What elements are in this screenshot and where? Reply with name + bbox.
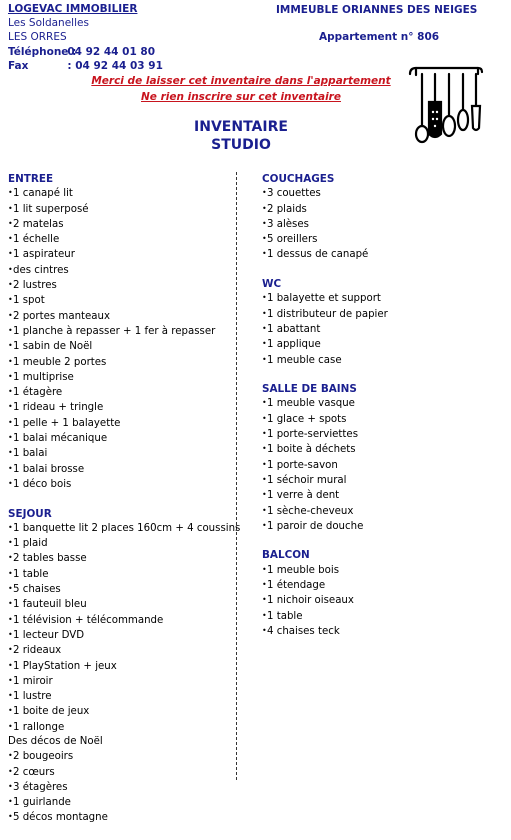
inventory-item (262, 578, 502, 593)
bullet-icon: • (262, 474, 267, 484)
inventory-item-text: 2 lustres (13, 280, 57, 292)
inventory-item-text: 1 meuble 2 portes (13, 356, 107, 368)
inventory-item (8, 462, 233, 477)
inventory-item-text: 2 bougeoirs (13, 751, 74, 763)
bullet-icon: • (8, 553, 13, 563)
inventory-item (8, 293, 233, 308)
bullet-icon: • (8, 781, 13, 791)
bullet-icon: • (8, 341, 13, 351)
bullet-icon: • (262, 580, 267, 590)
inventory-item-text: 1 paroir de douche (267, 520, 364, 532)
inventory-item-text: 2 tables basse (13, 553, 87, 565)
fax-label: Fax (8, 59, 29, 72)
inventory-item-text: 1 sèche-cheveux (267, 505, 354, 517)
bullet-icon: • (8, 629, 13, 639)
bullet-icon: • (8, 645, 13, 655)
inventory-item-text: 1 balai brosse (13, 463, 85, 475)
inventory-item-text: 1 fauteuil bleu (13, 599, 87, 611)
inventory-item (8, 202, 233, 217)
inventory-item-text: 1 applique (267, 339, 321, 351)
inventory-item (8, 551, 233, 566)
bullet-icon: • (8, 812, 13, 822)
inventory-item-text: 5 chaises (13, 584, 61, 596)
inventory-item (262, 593, 502, 608)
inventory-item (262, 291, 502, 306)
inventory-item (262, 202, 502, 217)
inventory-item-text: 2 rideaux (13, 645, 62, 657)
inventory-item-text: 3 couettes (267, 188, 321, 200)
bullet-icon: • (8, 691, 13, 701)
inventory-item-text: 1 miroir (13, 675, 53, 687)
inventory-item-text: 1 nichoir oiseaux (267, 595, 354, 607)
inventory-item-text: 1 aspirateur (13, 249, 75, 261)
inventory-item (262, 396, 502, 411)
fax-value: : 04 92 44 03 91 (67, 59, 163, 72)
inventory-item (8, 674, 233, 689)
bullet-icon: • (262, 398, 267, 408)
notice-keep-inventory: Merci de laisser cet inventaire dans l'appartement (91, 75, 391, 87)
inventory-item-text: 3 étagères (13, 781, 68, 793)
inventory-item-text: 1 balai (13, 448, 48, 460)
inventory-item-text: 2 matelas (13, 218, 64, 230)
left-column (8, 172, 241, 840)
bullet-icon: • (8, 218, 13, 228)
section-salle-de-bains (262, 382, 502, 534)
inventory-item (262, 412, 502, 427)
inventory-item-text: 1 plaid (13, 538, 48, 550)
inventory-item (262, 473, 502, 488)
inventory-item-text: 1 lecteur DVD (13, 629, 85, 641)
bullet-icon: • (8, 721, 13, 731)
inventory-item (262, 624, 502, 639)
inventory-item-text: 1 déco bois (13, 478, 72, 490)
agency-header (8, 2, 163, 73)
section-title: SEJOUR (8, 507, 52, 520)
inventory-item (262, 504, 502, 519)
inventory-item-text: 1 porte-serviettes (267, 429, 359, 441)
inventory-item-text: 1 boite à déchets (267, 444, 356, 456)
inventory-item (8, 232, 233, 247)
bullet-icon: • (8, 478, 13, 488)
inventory-item-text: 1 PlayStation + jeux (13, 660, 117, 672)
inventory-item (8, 567, 233, 582)
inventory-item-text: 1 distributeur de papier (267, 308, 388, 320)
inventory-item (262, 247, 502, 262)
section-couchages (262, 172, 502, 263)
bullet-icon: • (8, 433, 13, 443)
inventory-item-text: 1 lit superposé (13, 203, 89, 215)
inventory-item-text: des cintres (13, 264, 69, 276)
bullet-icon: • (8, 584, 13, 594)
inventory-item (262, 217, 502, 232)
inventory-item-text: 1 télévision + télécommande (13, 614, 164, 626)
inventory-item (8, 735, 233, 749)
bullet-icon: • (262, 249, 267, 259)
inventory-item (262, 458, 502, 473)
inventory-item (8, 324, 233, 339)
inventory-title: INVENTAIRE (194, 119, 288, 135)
inventory-item (8, 597, 233, 612)
inventory-item (8, 186, 233, 201)
bullet-icon: • (262, 323, 267, 333)
bullet-icon: • (8, 568, 13, 578)
bullet-icon: • (8, 188, 13, 198)
bullet-icon: • (262, 595, 267, 605)
inventory-item (8, 339, 233, 354)
inventory-item-text: 2 portes manteaux (13, 310, 111, 322)
inventory-item-text: 1 rallonge (13, 721, 65, 733)
bullet-icon: • (262, 234, 267, 244)
inventory-item-text: 5 oreillers (267, 234, 318, 246)
inventory-item-text: 1 porte-savon (267, 459, 338, 471)
inventory-item (8, 370, 233, 385)
inventory-subtitle: STUDIO (211, 137, 271, 153)
section-wc (262, 277, 502, 368)
inventory-item (8, 704, 233, 719)
phone-row (8, 45, 163, 59)
inventory-item (8, 446, 233, 461)
notice-do-not-write: Ne rien inscrire sur cet inventaire (141, 91, 341, 103)
bullet-icon: • (262, 625, 267, 635)
phone-label: Téléphone : (8, 45, 77, 58)
bullet-icon: • (262, 459, 267, 469)
inventory-item (262, 232, 502, 247)
bullet-icon: • (8, 310, 13, 320)
phone-value: 04 92 44 01 80 (67, 45, 156, 58)
inventory-item (262, 337, 502, 352)
inventory-item (8, 309, 233, 324)
inventory-item-text: 1 meuble case (267, 354, 342, 366)
inventory-item-text: 1 balai mécanique (13, 433, 108, 445)
bullet-icon: • (8, 766, 13, 776)
inventory-item (8, 400, 233, 415)
company-name: LOGEVAC IMMOBILIER (8, 3, 138, 15)
inventory-item (8, 810, 233, 825)
apartment-number: Appartement n° 806 (319, 31, 440, 43)
inventory-item-text: 1 séchoir mural (267, 474, 347, 486)
inventory-item (8, 780, 233, 795)
inventory-item-text: 1 pelle + 1 balayette (13, 417, 121, 429)
inventory-item-text: 1 multiprise (13, 371, 74, 383)
bullet-icon: • (8, 797, 13, 807)
inventory-item-text: 1 canapé lit (13, 188, 73, 200)
bullet-icon: • (262, 505, 267, 515)
inventory-item (8, 720, 233, 735)
inventory-item (262, 519, 502, 534)
section-title: ENTREE (8, 173, 54, 185)
bullet-icon: • (8, 295, 13, 305)
bullet-icon: • (262, 444, 267, 454)
inventory-item-text: 1 étendage (267, 580, 326, 592)
inventory-item-text: 1 rideau + tringle (13, 402, 104, 414)
bullet-icon: • (262, 203, 267, 213)
bullet-icon: • (8, 751, 13, 761)
section-balcon (262, 548, 502, 639)
bullet-icon: • (8, 660, 13, 670)
inventory-item-text: 1 banquette lit 2 places 160cm + 4 coussins (13, 522, 241, 534)
inventory-item (262, 488, 502, 503)
bullet-icon: • (8, 264, 13, 274)
bullet-icon: • (262, 564, 267, 574)
inventory-item-text: 1 sabin de Noël (13, 341, 93, 353)
inventory-item-text: 1 planche à repasser + 1 fer à repasser (13, 325, 216, 337)
section-entree (8, 172, 233, 492)
section-sejour (8, 507, 241, 826)
bullet-icon: • (8, 387, 13, 397)
inventory-item-text: 1 étagère (13, 387, 63, 399)
inventory-item-text: 1 spot (13, 295, 45, 307)
inventory-item (8, 263, 233, 278)
inventory-item (262, 322, 502, 337)
bullet-icon: • (8, 234, 13, 244)
inventory-item-text: 1 meuble bois (267, 564, 340, 576)
inventory-item (8, 765, 233, 780)
inventory-item (262, 186, 502, 201)
bullet-icon: • (262, 490, 267, 500)
inventory-item (8, 659, 233, 674)
inventory-item-text: 1 verre à dent (267, 490, 340, 502)
inventory-item (8, 217, 233, 232)
section-title: COUCHAGES (262, 173, 335, 185)
address-line-1: Les Soldanelles (8, 17, 89, 30)
inventory-item-text: 1 échelle (13, 234, 60, 246)
bullet-icon: • (8, 402, 13, 412)
bullet-icon: • (8, 203, 13, 213)
inventory-item-text: 1 meuble vasque (267, 398, 355, 410)
inventory-item (8, 613, 233, 628)
building-name: IMMEUBLE ORIANNES DES NEIGES (276, 4, 478, 16)
inventory-item (262, 442, 502, 457)
inventory-item (262, 563, 502, 578)
inventory-item (8, 643, 233, 658)
inventory-item (8, 582, 233, 597)
bullet-icon: • (8, 614, 13, 624)
bullet-icon: • (8, 280, 13, 290)
inventory-item-text: 2 plaids (267, 203, 307, 215)
section-title: BALCON (262, 549, 310, 562)
inventory-item-text: 1 glace + spots (267, 413, 347, 425)
bullet-icon: • (8, 538, 13, 548)
inventory-item (8, 355, 233, 370)
bullet-icon: • (262, 188, 267, 198)
inventory-item (262, 609, 502, 624)
inventory-item (8, 477, 233, 492)
bullet-icon: • (8, 417, 13, 427)
inventory-item-text: 1 dessus de canapé (267, 249, 369, 261)
inventory-item (8, 749, 233, 764)
inventory-item (8, 521, 241, 536)
inventory-item (8, 689, 233, 704)
bullet-icon: • (262, 610, 267, 620)
inventory-item (262, 427, 502, 442)
bullet-icon: • (8, 371, 13, 381)
section-title: WC (262, 278, 282, 291)
inventory-item-text: 1 boite de jeux (13, 706, 90, 718)
inventory-item (262, 353, 502, 368)
bullet-icon: • (8, 706, 13, 716)
section-title: SALLE DE BAINS (262, 383, 357, 396)
bullet-icon: • (262, 354, 267, 364)
bullet-icon: • (8, 448, 13, 458)
inventory-item-text: 1 balayette et support (267, 293, 381, 305)
inventory-item (262, 307, 502, 322)
inventory-item-text: 1 lustre (13, 691, 52, 703)
inventory-item-text: Des décos de Noël (8, 735, 103, 747)
bullet-icon: • (262, 218, 267, 228)
bullet-icon: • (262, 308, 267, 318)
bullet-icon: • (8, 522, 13, 532)
bullet-icon: • (8, 675, 13, 685)
inventory-item (8, 628, 233, 643)
bullet-icon: • (8, 463, 13, 473)
bullet-icon: • (262, 429, 267, 439)
inventory-item (8, 385, 233, 400)
inventory-item (8, 416, 233, 431)
fax-row (8, 59, 163, 73)
bullet-icon: • (262, 293, 267, 303)
bullet-icon: • (8, 249, 13, 259)
inventory-item-text: 3 alèses (267, 218, 309, 230)
inventory-item (8, 795, 233, 810)
bullet-icon: • (262, 413, 267, 423)
bullet-icon: • (8, 325, 13, 335)
bullet-icon: • (8, 356, 13, 366)
inventory-item-text: 4 chaises teck (267, 625, 340, 637)
right-column (262, 172, 502, 654)
column-divider (236, 172, 237, 780)
inventory-item-text: 1 abattant (267, 323, 321, 335)
inventory-item (8, 247, 233, 262)
bullet-icon: • (262, 520, 267, 530)
inventory-item-text: 5 décos montagne (13, 812, 108, 824)
inventory-item (8, 536, 233, 551)
inventory-item-text: 2 cœurs (13, 766, 55, 778)
inventory-item (8, 278, 233, 293)
bullet-icon: • (262, 339, 267, 349)
bullet-icon: • (8, 599, 13, 609)
inventory-item-text: 1 table (13, 568, 49, 580)
address-line-2: LES ORRES (8, 31, 67, 44)
inventory-item (8, 431, 233, 446)
inventory-item-text: 1 guirlande (13, 797, 71, 809)
inventory-item-text: 1 table (267, 610, 303, 622)
